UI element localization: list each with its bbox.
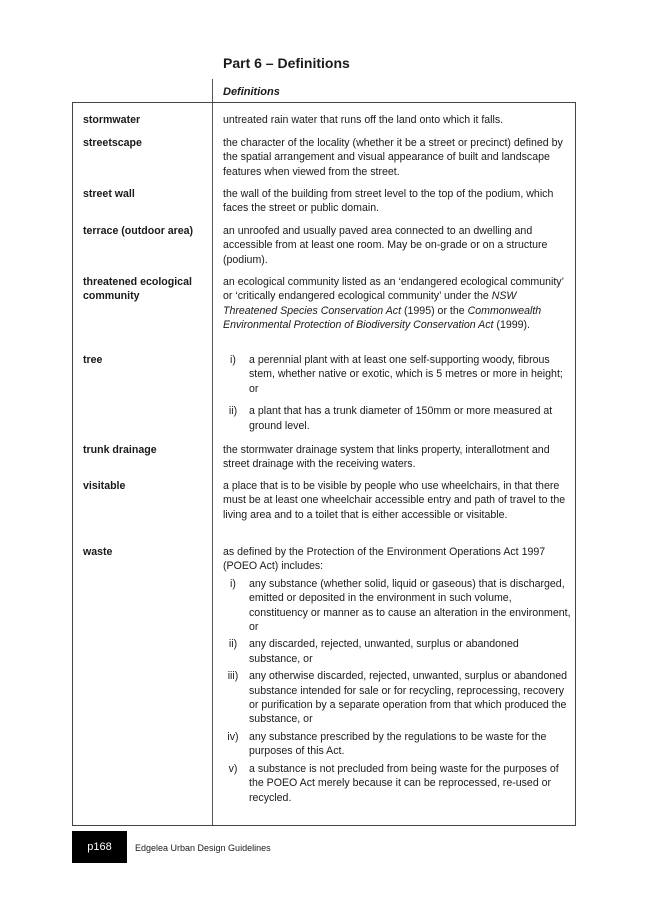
act-name-italic: NSW Threatened Species Conservation Act xyxy=(223,290,517,317)
list-item xyxy=(223,669,571,727)
term-trunk-drainage: trunk drainage xyxy=(83,444,157,456)
list-item-text: a substance is not precluded from being waste for the purposes of the POEO Act merely because it can be reprocessed, re-used or recycled. xyxy=(249,762,559,804)
list-item xyxy=(223,404,571,433)
list-item-number: iii) xyxy=(227,670,239,683)
definition-threatened-ecological-community xyxy=(223,275,571,333)
definition-streetscape: the character of the locality (whether it be a street or precinct) defined by the spatial arrangement and visual appearance of built and landscape features when viewed from the street. xyxy=(223,137,563,178)
waste-criteria-list xyxy=(223,577,571,805)
tree-criteria-list xyxy=(223,353,571,433)
list-item-text: a plant that has a trunk diameter of 150mm or more measured at ground level. xyxy=(249,405,553,432)
term-visitable: visitable xyxy=(83,480,126,492)
list-item-number: i) xyxy=(230,577,236,590)
definition-text: an ecological community listed as an ‘endangered ecological community’ or ‘critically endangered ecological community’ under the xyxy=(223,276,564,303)
term-tree: tree xyxy=(83,354,103,366)
list-item-text: any discarded, rejected, unwanted, surplus or abandoned substance, or xyxy=(249,638,519,665)
list-item xyxy=(223,577,571,635)
definition-visitable: a place that is to be visible by people who use wheelchairs, in that there must be at least one wheelchair accessible entry and path of travel to the living area and to a toilet that is either accessible or visitable. xyxy=(223,480,566,521)
page-title: Part 6 – Definitions xyxy=(223,55,350,71)
term-waste: waste xyxy=(83,546,113,558)
footer-document-title: Edgelea Urban Design Guidelines xyxy=(135,843,271,853)
list-item-number: iv) xyxy=(227,730,239,743)
definition-tree xyxy=(223,353,571,433)
list-item xyxy=(223,762,571,805)
list-item-number: i) xyxy=(230,354,236,366)
list-item-text: any substance prescribed by the regulations to be waste for the purposes of this Act. xyxy=(249,730,547,758)
list-item-number: ii) xyxy=(228,638,238,651)
page-number-badge: p168 xyxy=(72,831,127,863)
term-threatened-ecological-community: threatened ecological community xyxy=(83,276,192,303)
definition-terrace: an unroofed and usually paved area connected to an dwelling and accessible from at least one room. May be on-grade or on a structure (podium). xyxy=(223,225,548,266)
definitions-heading: Definitions xyxy=(223,86,280,98)
definition-text: (1999). xyxy=(493,319,530,332)
term-streetscape: streetscape xyxy=(83,137,142,149)
definition-trunk-drainage: the stormwater drainage system that links property, interallotment and street drainage with the receiving waters. xyxy=(223,444,550,471)
list-item-text: any otherwise discarded, rejected, unwanted, surplus or abandoned substance intended for sale or for recycling, reprocessing, recovery or purification by a separate operation from that which produced the substance, or xyxy=(249,670,568,726)
list-item xyxy=(223,353,571,396)
term-terrace: terrace (outdoor area) xyxy=(83,225,194,237)
list-item-number: ii) xyxy=(228,405,238,418)
column-divider-top xyxy=(212,79,213,103)
list-item-number: v) xyxy=(228,762,238,775)
definition-text: (1995) or the xyxy=(401,304,468,317)
list-item-text: a perennial plant with at least one self-supporting woody, fibrous stem, whether native or exotic, which is 5 metres or more in height; or xyxy=(249,354,563,395)
list-item-text: any substance (whether solid, liquid or gaseous) that is discharged, emitted or deposited in the environment in such volume, constituency or manner as to cause an alteration in the environment, or xyxy=(249,577,571,634)
definitions-table xyxy=(72,102,576,826)
definition-waste xyxy=(223,545,571,805)
definition-stormwater: untreated rain water that runs off the land onto which it falls. xyxy=(223,114,504,126)
column-divider xyxy=(212,103,213,825)
list-item xyxy=(223,730,571,759)
definition-street-wall: the wall of the building from street level to the top of the podium, which faces the street or public domain. xyxy=(223,188,554,215)
list-item xyxy=(223,637,571,666)
waste-intro: as defined by the Protection of the Environment Operations Act 1997 (POEO Act) includes: xyxy=(223,546,546,573)
term-street-wall: street wall xyxy=(83,188,135,200)
term-stormwater: stormwater xyxy=(83,114,141,126)
act-name-italic: Commonwealth Environmental Protection of Biodiversity Conservation Act xyxy=(223,304,542,332)
